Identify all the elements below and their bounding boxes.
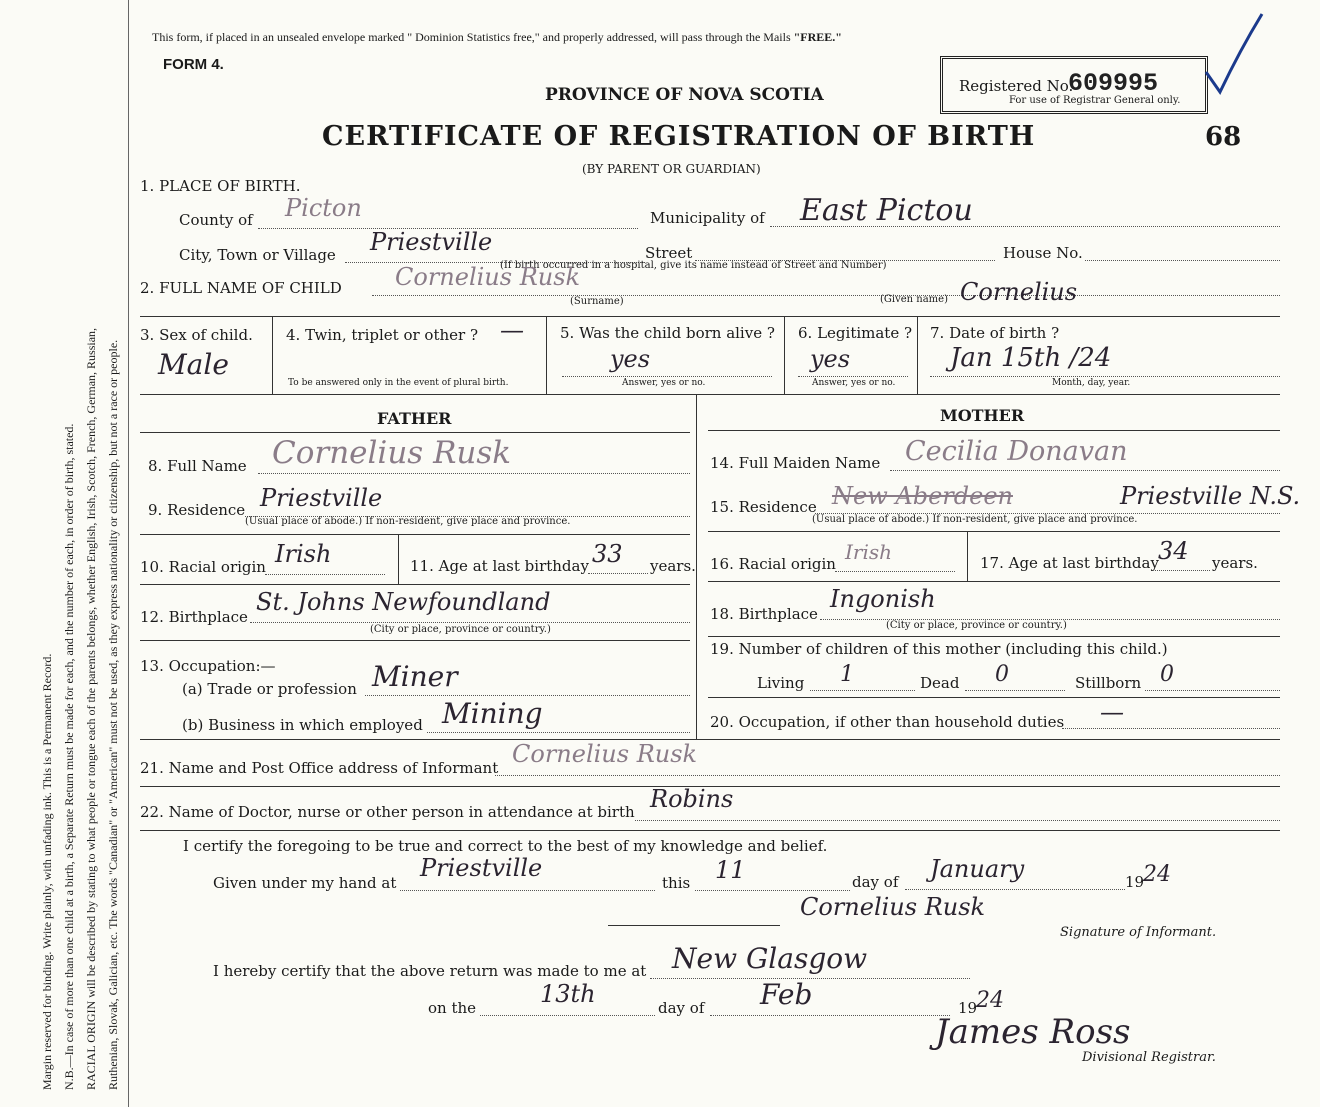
- twin-label: 4. Twin, triplet or other ?: [286, 326, 478, 344]
- given-place-value: Priestville: [420, 854, 543, 882]
- mother-heading-rule: [708, 430, 1280, 431]
- col-divider: [398, 534, 399, 584]
- day-line: [695, 890, 850, 891]
- mother-birthplace-label: 18. Birthplace: [710, 605, 818, 623]
- doctor-line: [635, 820, 1280, 821]
- on-the-label: on the: [428, 999, 477, 1017]
- mother-occupation-value: —: [1100, 698, 1124, 726]
- father-years-label: years.: [650, 557, 696, 575]
- given-place-line: [400, 890, 655, 891]
- mother-age-value: 34: [1158, 537, 1189, 565]
- row-divider: [140, 640, 690, 641]
- margin-note-nb: N.B.—In case of more than one child at a birth, a Separate Return must be made for each, and the number of each, in order of birth, stated.: [62, 423, 76, 1090]
- row-divider: [140, 739, 1280, 740]
- page-title: CERTIFICATE OF REGISTRATION OF BIRTH: [322, 121, 1036, 152]
- father-age-value: 33: [592, 540, 623, 568]
- legitimate-label: 6. Legitimate ?: [798, 324, 913, 342]
- father-race-label: 10. Racial origin: [140, 558, 266, 576]
- mother-children-label: 19. Number of children of this mother (including this child.): [710, 640, 1168, 658]
- sex-value: Male: [158, 348, 229, 381]
- city-value: Priestville: [370, 228, 493, 256]
- stillborn-line: [1145, 690, 1280, 691]
- margin-rule: [128, 0, 129, 1107]
- father-residence-caption: (Usual place of abode.) If non-resident, give place and province.: [245, 516, 571, 527]
- given-name-caption: (Given name): [880, 294, 948, 305]
- row-divider: [140, 534, 690, 535]
- mother-residence-value: Priestville N.S.: [1120, 482, 1301, 510]
- child-name-line: [372, 295, 1280, 296]
- row-divider-top: [140, 316, 1280, 317]
- mail-note: This form, if placed in an unsealed envelope marked " Dominion Statistics free," and properly addressed, will pass through the Mails "FREE.": [152, 30, 842, 44]
- father-business-line: [427, 732, 690, 733]
- row-divider: [140, 584, 690, 585]
- father-age-label: 11. Age at last birthday: [410, 557, 589, 575]
- signature-line-left: [608, 925, 780, 926]
- registrar-month-line: [710, 1015, 950, 1016]
- father-age-line: [588, 573, 648, 574]
- father-heading: FATHER: [377, 409, 452, 428]
- registrar-statement: I hereby certify that the above return was made to me at: [213, 962, 647, 980]
- hospital-note: (If birth occurred in a hospital, give its name instead of Street and Number): [500, 260, 887, 271]
- living-label: Living: [757, 674, 805, 692]
- stillborn-label: Stillborn: [1075, 674, 1142, 692]
- house-line: [1085, 260, 1280, 261]
- registered-box: [940, 56, 1208, 114]
- row-divider: [708, 581, 1280, 582]
- corner-mark: 68: [1205, 122, 1242, 152]
- city-label: City, Town or Village: [179, 246, 336, 264]
- informant-value: Cornelius Rusk: [512, 740, 698, 768]
- row-divider: [140, 394, 1280, 395]
- father-trade-line: [365, 695, 690, 696]
- margin-note-binding: Margin reserved for binding. Write plainly, with unfading ink. This is a Permanent Record.: [40, 653, 54, 1090]
- dob-caption: Month, day, year.: [1052, 378, 1131, 388]
- alive-line: [562, 376, 772, 377]
- mother-race-value: Irish: [845, 540, 893, 564]
- certify-statement: I certify the foregoing to be true and correct to the best of my knowledge and belief.: [183, 837, 828, 855]
- mother-residence-caption: (Usual place of abode.) If non-resident, give place and province.: [812, 514, 1138, 525]
- year-value: 24: [1143, 862, 1171, 887]
- check-mark-icon: [1190, 10, 1270, 100]
- doctor-value: Robins: [650, 785, 734, 813]
- month-value: January: [930, 855, 1025, 883]
- legitimate-value: yes: [810, 345, 851, 373]
- registrar-day-line: [480, 1015, 655, 1016]
- this-label: this: [662, 874, 691, 892]
- registered-number: 609995: [1068, 69, 1159, 98]
- twin-note: To be answered only in the event of plural birth.: [288, 378, 509, 388]
- registrar-year-prefix: 19: [958, 999, 978, 1017]
- father-heading-rule: [140, 432, 690, 433]
- dead-label: Dead: [920, 674, 960, 692]
- informant-line: [495, 775, 1280, 776]
- mother-name-line: [890, 470, 1280, 471]
- county-value: Picton: [285, 194, 362, 222]
- surname-caption: (Surname): [570, 296, 624, 307]
- mother-birthplace-caption: (City or place, province or country.): [886, 620, 1067, 631]
- informant-signature: Cornelius Rusk: [800, 893, 986, 921]
- father-occupation-label: 13. Occupation:—: [140, 657, 276, 675]
- street-label: Street: [645, 244, 693, 262]
- day-value: 11: [715, 856, 746, 884]
- child-name-label: 2. FULL NAME OF CHILD: [140, 279, 342, 297]
- mother-age-line: [1155, 570, 1210, 571]
- stillborn-value: 0: [1160, 662, 1174, 687]
- living-value: 1: [840, 662, 854, 687]
- row-divider: [140, 830, 1280, 831]
- parents-divider: [696, 394, 697, 739]
- father-birthplace-caption: (City or place, province or country.): [370, 624, 551, 635]
- mother-residence-struck: New Aberdeen: [832, 482, 1013, 510]
- father-trade-label: (a) Trade or profession: [182, 680, 357, 698]
- registrar-caption: Divisional Registrar.: [1082, 1050, 1216, 1065]
- twin-value: —: [500, 316, 524, 344]
- father-business-label: (b) Business in which employed: [182, 716, 423, 734]
- municipality-label: Municipality of: [650, 209, 765, 227]
- year-prefix: 19: [1125, 873, 1145, 891]
- dob-label: 7. Date of birth ?: [930, 324, 1060, 342]
- mother-residence-label: 15. Residence: [710, 498, 817, 516]
- registrar-use-note: For use of Registrar General only.: [1009, 95, 1181, 106]
- mother-birthplace-value: Ingonish: [830, 585, 936, 613]
- father-birthplace-value: St. Johns Newfoundland: [256, 588, 551, 616]
- registered-label: Registered No.: [959, 77, 1074, 95]
- form-number: FORM 4.: [163, 56, 224, 73]
- father-birthplace-line: [250, 622, 690, 623]
- father-birthplace-label: 12. Birthplace: [140, 608, 248, 626]
- registrar-dayof-label: day of: [658, 999, 705, 1017]
- mother-name-label: 14. Full Maiden Name: [710, 454, 881, 472]
- father-name-label: 8. Full Name: [148, 457, 247, 475]
- province-title: PROVINCE OF NOVA SCOTIA: [545, 85, 824, 105]
- father-race-value: Irish: [275, 540, 332, 568]
- father-residence-value: Priestville: [260, 484, 383, 512]
- col-divider: [917, 316, 918, 394]
- signature-caption: Signature of Informant.: [1060, 925, 1217, 940]
- dob-value: Jan 15th /24: [950, 343, 1112, 373]
- legitimate-line: [798, 376, 908, 377]
- father-race-line: [265, 574, 385, 575]
- margin-note-racial: RACIAL ORIGIN will be described by stating to what people or tongue each of the parents belongs, whether English, Irish, Scotch, French, German, Russian,: [84, 327, 98, 1090]
- margin-notes: [0, 0, 130, 1107]
- legitimate-caption: Answer, yes or no.: [812, 378, 896, 388]
- mother-occupation-label: 20. Occupation, if other than household duties: [710, 713, 1065, 731]
- given-label: Given under my hand at: [213, 874, 397, 892]
- mother-race-label: 16. Racial origin: [710, 555, 836, 573]
- registrar-day-value: 13th: [540, 980, 596, 1008]
- father-name-value: Cornelius Rusk: [272, 435, 512, 471]
- place-of-birth-heading: 1. PLACE OF BIRTH.: [140, 177, 301, 195]
- mother-race-line: [835, 571, 955, 572]
- month-line: [905, 889, 1125, 890]
- child-given-value: Cornelius: [960, 278, 1078, 306]
- father-residence-label: 9. Residence: [148, 501, 246, 519]
- mother-name-value: Cecilia Donavan: [905, 436, 1128, 467]
- municipality-value: East Pictou: [800, 193, 973, 228]
- alive-value: yes: [610, 345, 651, 373]
- informant-label: 21. Name and Post Office address of Informant: [140, 759, 499, 777]
- mother-heading: MOTHER: [940, 406, 1025, 425]
- mother-occupation-line: [1062, 728, 1280, 729]
- doctor-label: 22. Name of Doctor, nurse or other person in attendance at birth: [140, 803, 635, 821]
- alive-caption: Answer, yes or no.: [622, 378, 706, 388]
- col-divider: [272, 316, 273, 394]
- registrar-month-value: Feb: [760, 978, 813, 1011]
- dayof-label: day of: [852, 873, 899, 891]
- dead-line: [965, 690, 1065, 691]
- col-divider: [967, 531, 968, 581]
- alive-label: 5. Was the child born alive ?: [560, 324, 775, 342]
- registrar-place-value: New Glasgow: [672, 942, 868, 975]
- dead-value: 0: [995, 662, 1009, 687]
- page-subtitle: (BY PARENT OR GUARDIAN): [582, 162, 761, 176]
- col-divider: [546, 316, 547, 394]
- father-name-line: [258, 473, 690, 474]
- father-trade-value: Miner: [372, 660, 458, 693]
- row-divider: [708, 697, 1280, 698]
- registrar-year-value: 24: [976, 988, 1004, 1013]
- county-label: County of: [179, 211, 253, 229]
- mother-age-label: 17. Age at last birthday: [980, 554, 1159, 572]
- father-business-value: Mining: [442, 697, 543, 730]
- row-divider: [708, 531, 1280, 532]
- house-label: House No.: [1003, 244, 1083, 262]
- registrar-signature: James Ross: [935, 1012, 1131, 1052]
- living-line: [810, 690, 915, 691]
- col-divider: [784, 316, 785, 394]
- child-surname-value: Cornelius Rusk: [395, 263, 581, 291]
- sex-label: 3. Sex of child.: [140, 326, 253, 344]
- mother-years-label: years.: [1212, 554, 1258, 572]
- margin-note-racial-cont: Ruthenian, Slovak, Galician, etc. The words "Canadian" or "American" must not be used, as they express nationality or citizenship, but not a race or people.: [106, 339, 120, 1090]
- row-divider: [708, 636, 1280, 637]
- dob-line: [930, 376, 1280, 377]
